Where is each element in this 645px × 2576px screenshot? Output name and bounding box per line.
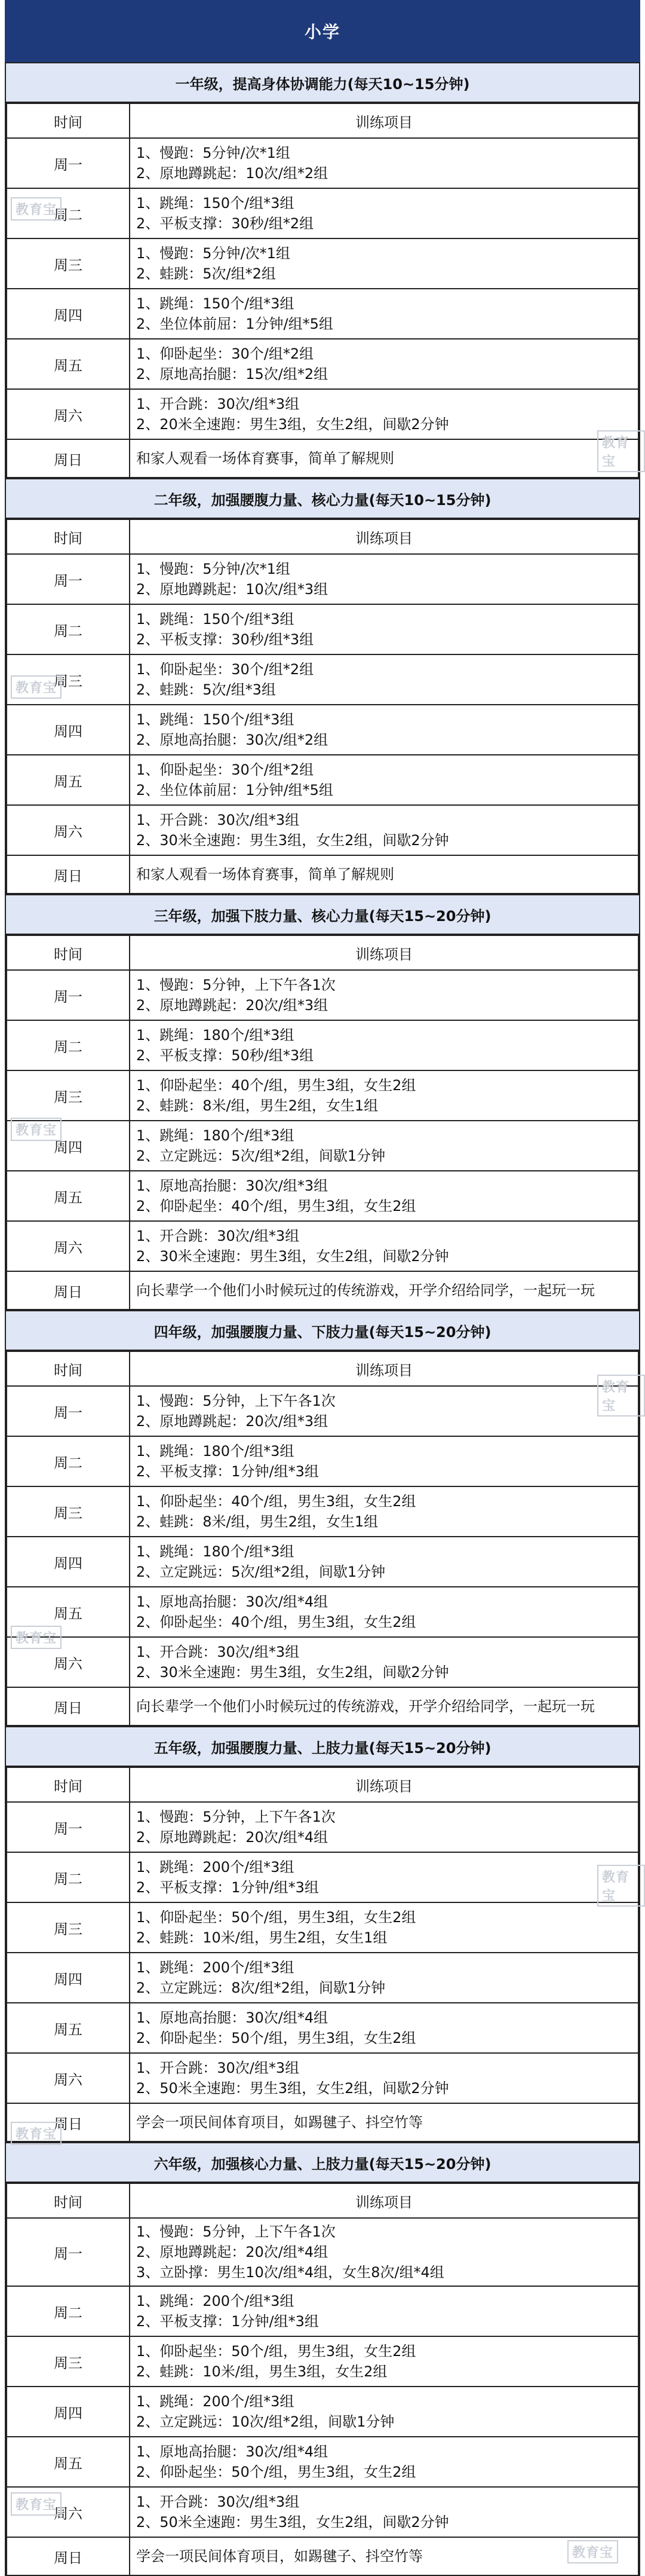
training-item: 3、立卧撑：男生10次/组*4组，女生8次/组*4组 [136,2264,444,2281]
training-item: 1、开合跳：30次/组*3组 [136,2494,300,2510]
table-row [7,1587,638,1637]
training-item: 2、平板支撑：50秒/组*3组 [136,1047,314,1064]
table-row [7,439,638,478]
table-row [7,805,638,855]
header-time: 时间 [7,1351,130,1386]
training-item: 2、蛙跳：5次/组*3组 [136,681,276,698]
training-item: 2、原地高抬腿：15次/组*2组 [136,366,328,383]
items-cell [130,1486,638,1537]
watermark: 教育宝 [11,197,62,221]
day-cell: 周三 [7,2336,130,2387]
table-row [7,1852,638,1902]
items-cell [130,2003,638,2053]
training-item: 2、30米全速跑：男生3组，女生2组，间歇2分钟 [136,832,449,849]
table-header-row [7,103,638,138]
day-cell: 周四 [7,2387,130,2437]
training-item: 1、开合跳：30次/组*3组 [136,1228,300,1244]
day-cell: 周三 [7,238,130,289]
training-item: 2、20米全速跑：男生3组，女生2组，间歇2分钟 [136,416,449,433]
training-item: 1、仰卧起坐：30个/组*2组 [136,661,314,678]
training-item: 1、开合跳：30次/组*3组 [136,2060,300,2076]
header-time: 时间 [7,519,130,554]
header-items: 训练项目 [130,103,638,138]
day-cell: 周三 [7,654,130,705]
training-item: 1、慢跑：5分钟/次*1组 [136,145,290,161]
training-item: 1、原地高抬腿：30次/组*4组 [136,2009,328,2026]
training-item: 1、仰卧起坐：50个/组，男生3组，女生2组 [136,1909,416,1926]
grade-title: 六年级，加强核心力量、上肢力量(每天15~20分钟) [6,2142,639,2183]
schedule-table [6,2183,639,2576]
training-item: 1、跳绳：150个/组*3组 [136,711,294,728]
schedule-table [6,103,639,478]
items-cell [130,554,638,604]
items-cell [130,1953,638,2003]
items-cell [130,1121,638,1171]
training-item: 1、仰卧起坐：30个/组*2组 [136,345,314,362]
table-row [7,1221,638,1271]
header-items: 训练项目 [130,519,638,554]
training-item: 1、跳绳：150个/组*3组 [136,295,294,312]
training-item: 1、原地高抬腿：30次/组*4组 [136,2443,328,2460]
training-item: 2、原地蹲跳起：20次/组*4组 [136,2244,328,2260]
training-item: 2、蛙跳：10米/组，男生2组，女生1组 [136,1929,388,1946]
training-item: 1、仰卧起坐：40个/组，男生3组，女生2组 [136,1493,416,1510]
items-cell [130,1436,638,1486]
schedule-table [6,935,639,1310]
training-item: 和家人观看一场体育赛事，简单了解规则 [136,866,394,883]
table-row [7,755,638,805]
schedule-table [6,1351,639,1726]
day-cell: 周一 [7,1802,130,1852]
training-item: 1、开合跳：30次/组*3组 [136,396,300,412]
training-item: 2、50米全速跑：男生3组，女生2组，间歇2分钟 [136,2080,449,2097]
items-cell [130,970,638,1020]
items-cell [130,654,638,705]
training-item: 1、跳绳：200个/组*3组 [136,1959,294,1976]
table-row [7,289,638,339]
training-item: 1、开合跳：30次/组*3组 [136,812,300,828]
items-cell [130,2437,638,2487]
grade-title: 五年级，加强腰腹力量、上肢力量(每天15~20分钟) [6,1726,639,1767]
items-cell [130,1386,638,1436]
table-row [7,1386,638,1436]
table-row [7,1637,638,1687]
table-row [7,1271,638,1310]
day-cell: 周日 [7,2103,130,2141]
watermark: 教育宝 [11,675,62,699]
training-item: 2、平板支撑：1分钟/组*3组 [136,1463,319,1480]
training-item: 2、仰卧起坐：40个/组，男生3组，女生2组 [136,1198,416,1214]
table-header-row [7,1767,638,1802]
training-item: 2、平板支撑：30秒/组*2组 [136,215,314,232]
header-time: 时间 [7,103,130,138]
training-item: 2、30米全速跑：男生3组，女生2组，间歇2分钟 [136,1248,449,1265]
day-cell: 周六 [7,389,130,439]
table-row [7,2487,638,2537]
day-cell: 周三 [7,1070,130,1121]
training-item: 2、平板支撑：30秒/组*3组 [136,631,314,648]
day-cell: 周六 [7,2487,130,2537]
table-row [7,2336,638,2387]
table-row [7,1537,638,1587]
day-cell: 周日 [7,2537,130,2575]
training-item: 1、跳绳：200个/组*3组 [136,2393,294,2410]
day-cell: 周五 [7,2003,130,2053]
items-cell [130,755,638,805]
training-item: 2、原地蹲跳起：20次/组*3组 [136,1413,328,1430]
day-cell: 周四 [7,289,130,339]
items-cell [130,1171,638,1221]
items-cell [130,289,638,339]
table-row [7,188,638,238]
table-row [7,2103,638,2141]
table-row [7,705,638,755]
training-item: 和家人观看一场体育赛事，简单了解规则 [136,450,394,467]
grade-title: 四年级，加强腰腹力量、下肢力量(每天15~20分钟) [6,1310,639,1351]
table-row [7,2537,638,2575]
table-row [7,1902,638,1953]
training-item: 2、仰卧起坐：50个/组，男生3组，女生2组 [136,2464,416,2480]
training-item: 1、慢跑：5分钟/次*1组 [136,561,290,577]
day-cell: 周一 [7,2218,130,2286]
day-cell: 周一 [7,554,130,604]
training-item: 1、仰卧起坐：50个/组，男生3组，女生2组 [136,2343,416,2360]
grade-section [5,1310,640,1726]
training-item: 学会一项民间体育项目，如踢毽子、抖空竹等 [136,2114,423,2131]
day-cell: 周二 [7,1020,130,1070]
table-row [7,2218,638,2286]
training-item: 2、50米全速跑：男生3组，女生2组，间歇2分钟 [136,2514,449,2531]
day-cell: 周日 [7,855,130,894]
training-item: 学会一项民间体育项目，如踢毽子、抖空竹等 [136,2548,423,2565]
items-cell [130,705,638,755]
watermark: 教育宝 [11,1118,62,1141]
training-item: 2、立定跳远：5次/组*2组，间歇1分钟 [136,1564,386,1580]
training-item: 1、原地高抬腿：30次/组*3组 [136,1177,328,1194]
table-row [7,554,638,604]
training-item: 2、30米全速跑：男生3组，女生2组，间歇2分钟 [136,1664,449,1681]
items-cell [130,1221,638,1271]
schedule-table [6,1767,639,2142]
day-cell: 周一 [7,138,130,188]
day-cell: 周五 [7,1171,130,1221]
header-items: 训练项目 [130,2183,638,2218]
grade-section [5,1726,640,2142]
day-cell: 周三 [7,1486,130,1537]
items-cell [130,1537,638,1587]
training-item: 2、原地蹲跳起：20次/组*4组 [136,1829,328,1846]
training-item: 2、立定跳远：8次/组*2组，间歇1分钟 [136,1980,386,1996]
training-item: 1、慢跑：5分钟，上下午各1次 [136,2223,336,2240]
grade-sections [5,62,640,2576]
training-item: 2、蛙跳：8米/组，男生2组，女生1组 [136,1513,379,1530]
items-cell [130,339,638,389]
grade-section [5,2142,640,2576]
day-cell: 周六 [7,2053,130,2103]
day-cell: 周五 [7,339,130,389]
items-cell [130,1802,638,1852]
table-row [7,138,638,188]
watermark: 教育宝 [11,2492,62,2516]
items-cell [130,2487,638,2537]
training-item: 1、慢跑：5分钟，上下午各1次 [136,1809,336,1825]
table-row [7,2437,638,2487]
table-row [7,2286,638,2336]
training-item: 2、原地蹲跳起：10次/组*3组 [136,581,328,598]
day-cell: 周日 [7,1271,130,1310]
table-row [7,2003,638,2053]
training-item: 1、跳绳：150个/组*3组 [136,611,294,628]
header-time: 时间 [7,935,130,970]
grade-title: 二年级，加强腰腹力量、核心力量(每天10~15分钟) [6,478,639,519]
day-cell: 周四 [7,1121,130,1171]
items-cell [130,188,638,238]
training-item: 2、原地蹲跳起：10次/组*2组 [136,165,328,182]
items-cell [130,2336,638,2387]
day-cell: 周二 [7,1852,130,1902]
day-cell: 周六 [7,1637,130,1687]
items-cell [130,439,638,478]
items-cell [130,1070,638,1121]
training-item: 1、跳绳：180个/组*3组 [136,1543,294,1560]
items-cell [130,2053,638,2103]
training-item: 1、开合跳：30次/组*3组 [136,1644,300,1660]
items-cell [130,1852,638,1902]
table-row [7,1486,638,1537]
training-item: 1、跳绳：180个/组*3组 [136,1443,294,1460]
items-cell [130,855,638,894]
items-cell [130,1587,638,1637]
training-item: 2、蛙跳：10米/组，男生3组，女生2组 [136,2363,388,2380]
training-item: 1、跳绳：180个/组*3组 [136,1127,294,1144]
training-item: 2、蛙跳：8米/组，男生2组，女生1组 [136,1097,379,1114]
table-row [7,1020,638,1070]
items-cell [130,2103,638,2141]
training-item: 2、立定跳远：10次/组*2组，间歇1分钟 [136,2413,395,2430]
day-cell: 周二 [7,604,130,654]
table-row [7,339,638,389]
day-cell: 周一 [7,970,130,1020]
table-row [7,1687,638,1726]
training-item: 1、跳绳：180个/组*3组 [136,1027,294,1044]
table-row [7,1171,638,1221]
table-row [7,970,638,1020]
training-item: 1、慢跑：5分钟，上下午各1次 [136,1393,336,1409]
items-cell [130,138,638,188]
training-item: 向长辈学一个他们小时候玩过的传统游戏，开学介绍给同学，一起玩一玩 [136,1282,595,1299]
training-item: 1、跳绳：200个/组*3组 [136,1859,294,1876]
day-cell: 周二 [7,2286,130,2336]
header-time: 时间 [7,1767,130,1802]
items-cell [130,238,638,289]
table-row [7,2053,638,2103]
day-cell: 周五 [7,2437,130,2487]
day-cell: 周六 [7,1221,130,1271]
watermark: 教育宝 [597,1375,645,1417]
table-header-row [7,519,638,554]
watermark: 教育宝 [567,2540,618,2563]
table-row [7,1436,638,1486]
training-item: 2、平板支撑：1分钟/组*3组 [136,1879,319,1896]
training-item: 1、慢跑：5分钟，上下午各1次 [136,977,336,993]
items-cell [130,1687,638,1726]
table-header-row [7,935,638,970]
table-row [7,2387,638,2437]
day-cell: 周五 [7,755,130,805]
day-cell: 周日 [7,439,130,478]
table-row [7,1070,638,1121]
header-items: 训练项目 [130,1767,638,1802]
items-cell [130,1902,638,1953]
table-row [7,1121,638,1171]
grade-section [5,894,640,1310]
header-items: 训练项目 [130,1351,638,1386]
training-item: 1、仰卧起坐：30个/组*2组 [136,761,314,778]
training-item: 2、原地高抬腿：30次/组*2组 [136,732,328,748]
watermark: 教育宝 [597,1865,645,1907]
training-item: 1、跳绳：200个/组*3组 [136,2293,294,2309]
header-items: 训练项目 [130,935,638,970]
training-item: 2、立定跳远：5次/组*2组，间歇1分钟 [136,1148,386,1164]
watermark: 教育宝 [597,430,645,472]
watermark: 教育宝 [11,1626,62,1649]
day-cell: 周四 [7,1537,130,1587]
items-cell [130,389,638,439]
items-cell [130,1637,638,1687]
table-row [7,654,638,705]
training-item: 2、原地蹲跳起：20次/组*3组 [136,997,328,1014]
training-item: 2、蛙跳：5次/组*2组 [136,265,276,282]
day-cell: 周四 [7,1953,130,2003]
table-row [7,1953,638,2003]
items-cell [130,2286,638,2336]
day-cell: 周三 [7,1902,130,1953]
grade-section [5,478,640,894]
day-cell: 周六 [7,805,130,855]
training-item: 2、仰卧起坐：50个/组，男生3组，女生2组 [136,2030,416,2046]
items-cell [130,805,638,855]
training-item: 向长辈学一个他们小时候玩过的传统游戏，开学介绍给同学，一起玩一玩 [136,1698,595,1715]
training-item: 2、坐位体前屈：1分钟/组*5组 [136,316,333,332]
day-cell: 周日 [7,1687,130,1726]
day-cell: 周二 [7,1436,130,1486]
training-item: 2、坐位体前屈：1分钟/组*5组 [136,782,333,799]
table-row [7,855,638,894]
header-time: 时间 [7,2183,130,2218]
table-row [7,604,638,654]
day-cell: 周四 [7,705,130,755]
table-header-row [7,1351,638,1386]
training-item: 1、慢跑：5分钟/次*1组 [136,245,290,262]
table-row [7,1802,638,1852]
page-title: 小学 [5,0,640,62]
grade-title: 三年级，加强下肢力量、核心力量(每天15~20分钟) [6,894,639,935]
day-cell: 周二 [7,188,130,238]
training-item: 2、仰卧起坐：40个/组，男生3组，女生2组 [136,1614,416,1630]
training-item: 2、平板支撑：1分钟/组*3组 [136,2313,319,2330]
day-cell: 周五 [7,1587,130,1637]
training-item: 1、跳绳：150个/组*3组 [136,195,294,212]
training-item: 1、仰卧起坐：40个/组，男生3组，女生2组 [136,1077,416,1094]
training-item: 1、原地高抬腿：30次/组*4组 [136,1593,328,1610]
items-cell [130,604,638,654]
day-cell: 周一 [7,1386,130,1436]
grade-section [5,62,640,478]
items-cell [130,1020,638,1070]
table-header-row [7,2183,638,2218]
items-cell [130,2537,638,2575]
watermark: 教育宝 [11,2122,62,2145]
table-row [7,238,638,289]
grade-title: 一年级，提高身体协调能力(每天10~15分钟) [6,62,639,103]
items-cell [130,1271,638,1310]
items-cell [130,2387,638,2437]
table-row [7,389,638,439]
items-cell [130,2218,638,2286]
schedule-table [6,519,639,894]
